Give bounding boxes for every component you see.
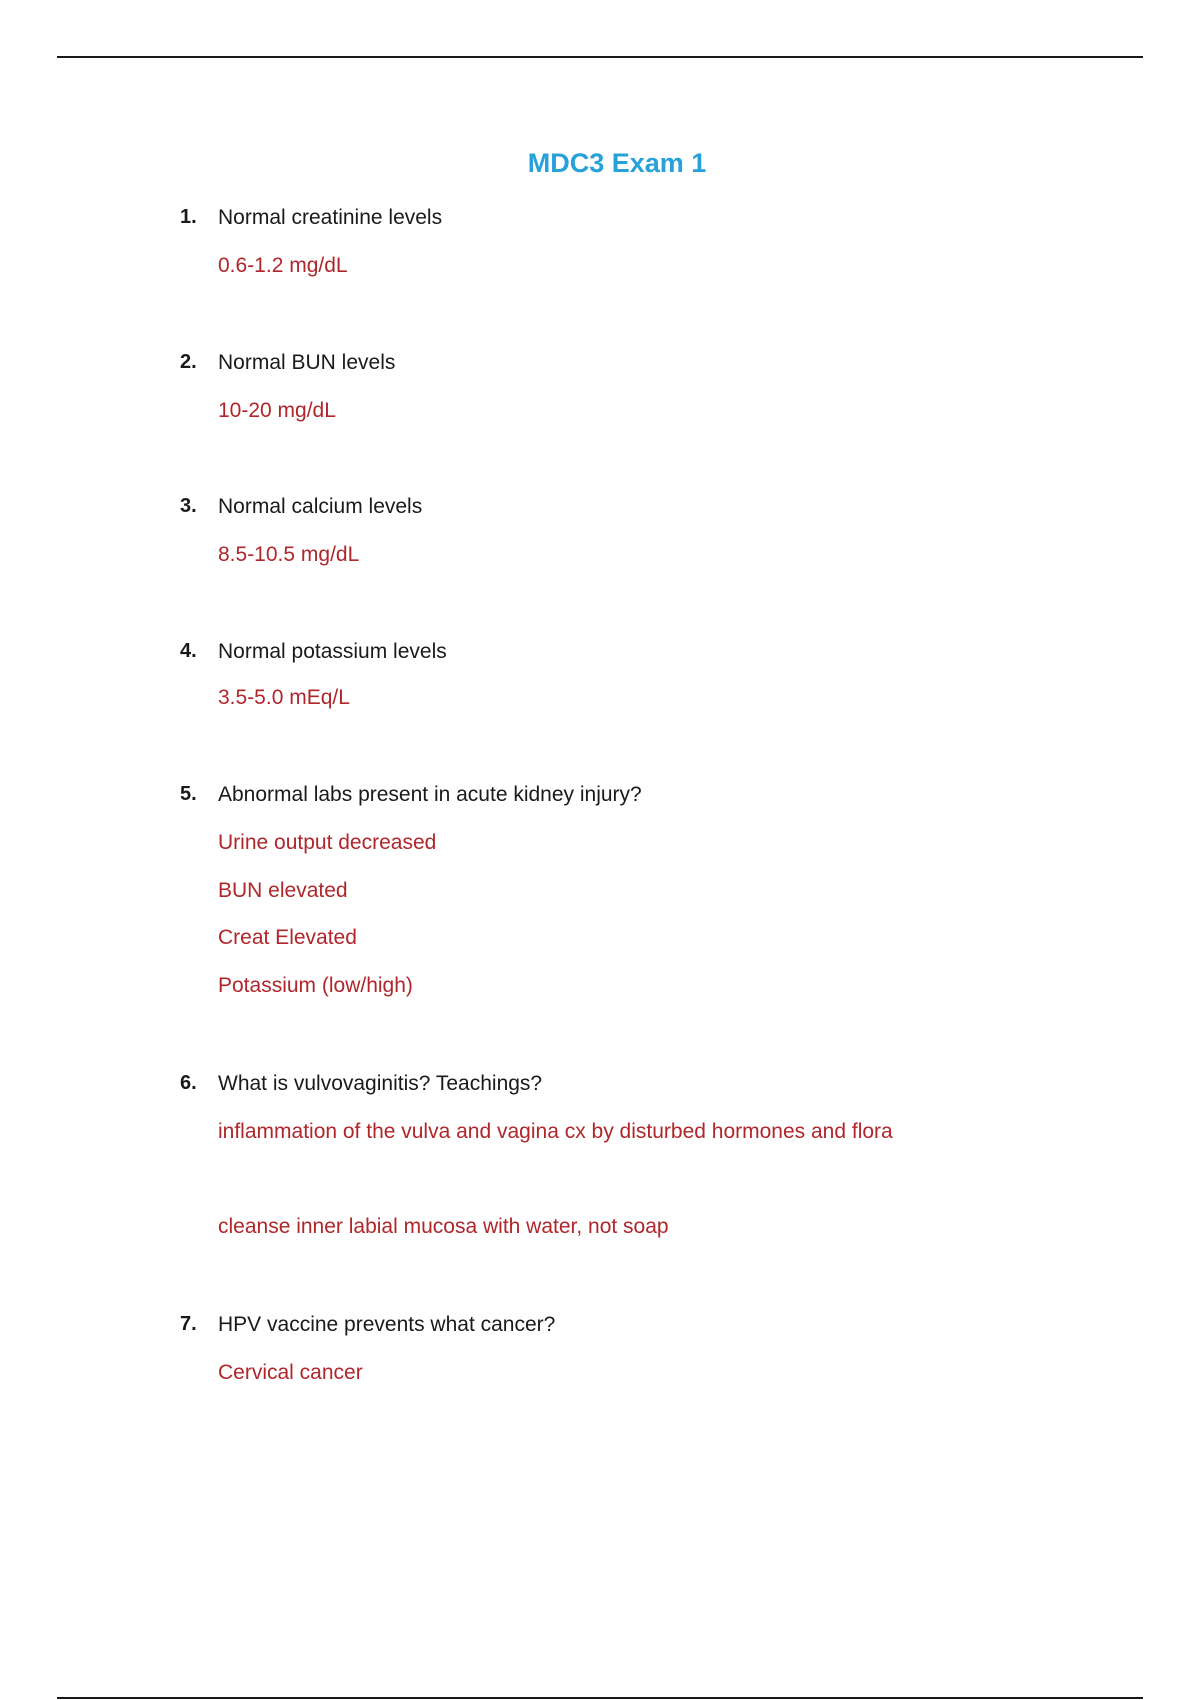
answer-text: Creat Elevated — [218, 926, 357, 949]
question-number: 3. — [180, 495, 197, 517]
answer-text: 3.5-5.0 mEq/L — [218, 686, 350, 709]
answer-text: BUN elevated — [218, 879, 348, 902]
question-text: Normal BUN levels — [218, 351, 396, 374]
page-title: MDC3 Exam 1 — [527, 148, 707, 178]
question-item — [0, 495, 1200, 566]
question-number: 4. — [180, 640, 197, 662]
question-text: Normal creatinine levels — [218, 206, 443, 229]
question-number: 6. — [180, 1072, 197, 1094]
answer-text: Urine output decreased — [218, 831, 437, 854]
question-item — [0, 1072, 1200, 1238]
question-text: What is vulvovaginitis? Teachings? — [218, 1072, 543, 1095]
question-item — [0, 206, 1200, 277]
question-number: 1. — [180, 206, 197, 228]
footer-rule — [57, 1697, 1143, 1699]
question-item — [0, 351, 1200, 422]
question-text: HPV vaccine prevents what cancer? — [218, 1313, 556, 1336]
answer-text: 0.6-1.2 mg/dL — [218, 254, 348, 277]
answer-text: inflammation of the vulva and vagina cx by disturbed hormones and flora — [218, 1120, 893, 1143]
question-text: Normal calcium levels — [218, 495, 423, 518]
question-number: 7. — [180, 1313, 197, 1335]
answer-text: Cervical cancer — [218, 1361, 363, 1384]
question-text: Abnormal labs present in acute kidney injury? — [218, 783, 642, 806]
header-rule — [57, 56, 1143, 58]
question-item — [0, 640, 1200, 709]
question-number: 2. — [180, 351, 197, 373]
answer-text: 10-20 mg/dL — [218, 399, 336, 422]
question-item — [0, 783, 1200, 997]
question-text: Normal potassium levels — [218, 640, 447, 663]
answer-text: 8.5-10.5 mg/dL — [218, 543, 360, 566]
answer-text: Potassium (low/high) — [218, 974, 413, 997]
question-number: 5. — [180, 783, 197, 805]
question-item — [0, 1313, 1200, 1384]
answer-text: cleanse inner labial mucosa with water, not soap — [218, 1215, 669, 1238]
